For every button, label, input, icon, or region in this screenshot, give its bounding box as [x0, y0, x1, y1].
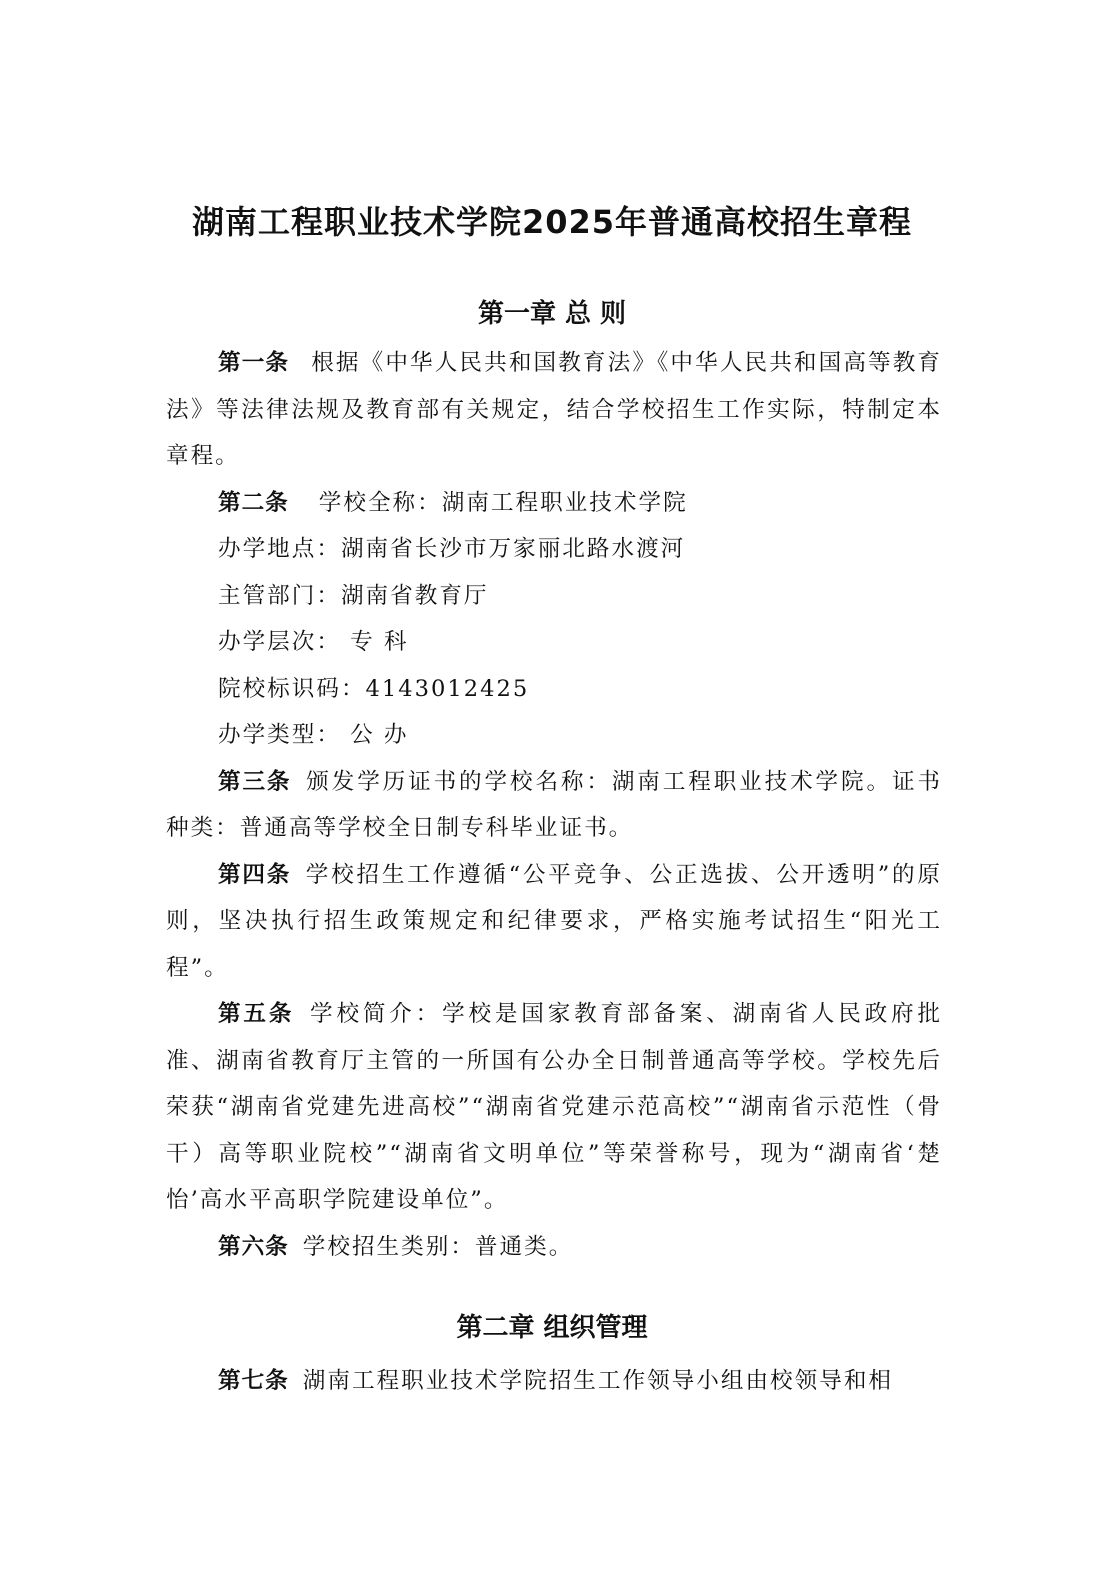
- chapter-2-body: [166, 1358, 942, 1405]
- article-6-label: 第六条: [218, 1233, 289, 1260]
- article-3-label: 第三条: [218, 768, 292, 795]
- article-6: [166, 1224, 942, 1271]
- document-title: 湖南工程职业技术学院2025年普通高校招生章程: [191, 203, 913, 241]
- article-5-label: 第五条: [218, 1001, 295, 1027]
- article-3-text: 颁发学历证书的学校名称：湖南工程职业技术学院。证书种类：普通高等学校全日制专科毕业证书。: [166, 768, 943, 841]
- school-authority: 主管部门：湖南省教育厅: [218, 582, 489, 609]
- chapter-2-heading: 第二章 组织管理: [456, 1313, 648, 1343]
- article-4-label: 第四条: [218, 861, 292, 888]
- article-2-label: 第二条: [218, 489, 289, 516]
- school-level: 办学层次： 专 科: [218, 629, 409, 655]
- article-1: [166, 340, 942, 480]
- article-7: [166, 1358, 942, 1405]
- school-type: 办学类型： 公 办: [218, 722, 409, 748]
- chapter-1-body: [166, 340, 942, 1270]
- article-1-text: 根据《中华人民共和国教育法》《中华人民共和国高等教育法》等法律法规及教育部有关规定，结合学校招生工作实际，特制定本章程。: [166, 350, 943, 469]
- chapter-1-heading: 第一章 总 则: [477, 299, 627, 329]
- article-2: [166, 480, 942, 527]
- article-3: [166, 759, 942, 852]
- school-location: 办学地点：湖南省长沙市万家丽北路水渡河: [218, 536, 686, 562]
- article-5-text: 学校简介：学校是国家教育部备案、湖南省人民政府批准、湖南省教育厅主管的一所国有公办全日制普通高等学校。学校先后荣获“湖南省党建先进高校”“湖南省党建示范高校”“湖南省示范性（骨干）高等职业院校”“湖南省文明单位”等荣誉称号，现为“湖南省‘楚怡’高水平高职学院建设单位”。: [166, 1001, 943, 1213]
- article-6-text: 学校招生类别：普通类。: [302, 1233, 574, 1260]
- article-4-text: 学校招生工作遵循“公平竞争、公正选拔、公开透明”的原则，坚决执行招生政策规定和纪律要求，严格实施考试招生“阳光工程”。: [166, 861, 942, 981]
- article-1-label: 第一条: [218, 350, 290, 376]
- article-4: [166, 852, 942, 992]
- article-2-text: 学校全称：湖南工程职业技术学院: [318, 489, 688, 516]
- article-7-text: 湖南工程职业技术学院招生工作领导小组由校领导和相: [302, 1368, 894, 1394]
- article-5: [166, 991, 942, 1224]
- article-7-label: 第七条: [218, 1368, 289, 1394]
- school-code: 院校标识码：4143012425: [218, 675, 530, 702]
